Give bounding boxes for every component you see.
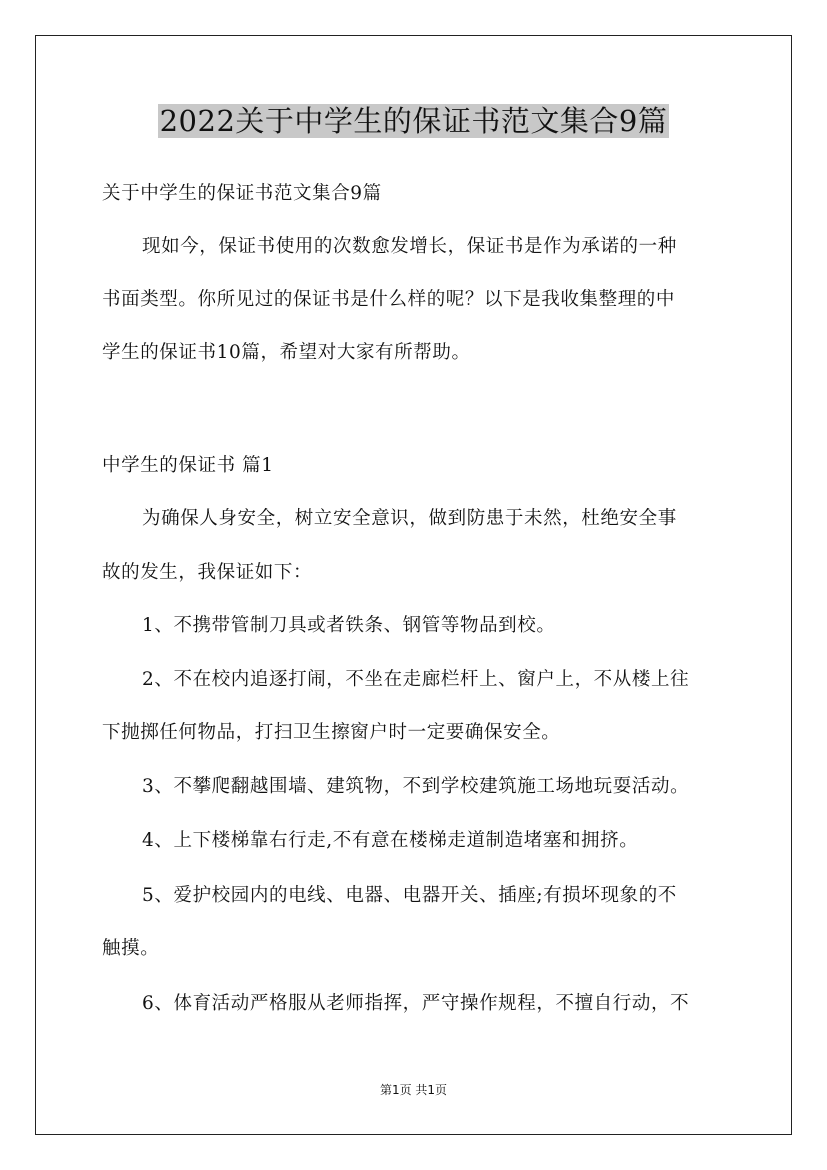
body-line-10: 6、体育活动严格服从老师指挥，严守操作规程，不擅自行动，不 [142,993,690,1014]
page-footer: 第1页 共1页 [379,1083,448,1097]
document-title-text: 2022关于中学生的保证书范文集合9篇 [159,104,668,138]
intro-line-1: 现如今，保证书使用的次数愈发增长，保证书是作为承诺的一种 [142,236,677,257]
intro-line-2: 书面类型。你所见过的保证书是什么样的呢？以下是我收集整理的中 [102,289,676,310]
intro-line-3: 学生的保证书10篇，希望对大家有所帮助。 [102,342,471,363]
document-title [0,98,827,144]
body-line-7: 4、上下楼梯靠右行走,不有意在楼梯走道制造堵塞和拥挤。 [142,830,639,851]
body-line-1: 为确保人身安全，树立安全意识，做到防患于未然，杜绝安全事 [142,508,677,529]
body-line-2: 故的发生，我保证如下： [102,562,313,583]
body-line-4: 2、不在校内追逐打闹，不坐在走廊栏杆上、窗户上，不从楼上往 [142,669,690,690]
body-line-8: 5、爱护校园内的电线、电器、电器开关、插座;有损坏现象的不 [142,885,677,906]
document-subtitle: 关于中学生的保证书范文集合9篇 [102,183,382,204]
body-line-6: 3、不攀爬翻越围墙、建筑物，不到学校建筑施工场地玩耍活动。 [142,776,690,797]
section-heading: 中学生的保证书 篇1 [102,455,274,476]
body-line-9: 触摸。 [102,938,160,959]
body-line-5: 下抛掷任何物品，打扫卫生擦窗户时一定要确保安全。 [102,722,561,743]
body-line-3: 1、不携带管制刀具或者铁条、钢管等物品到校。 [142,615,556,636]
